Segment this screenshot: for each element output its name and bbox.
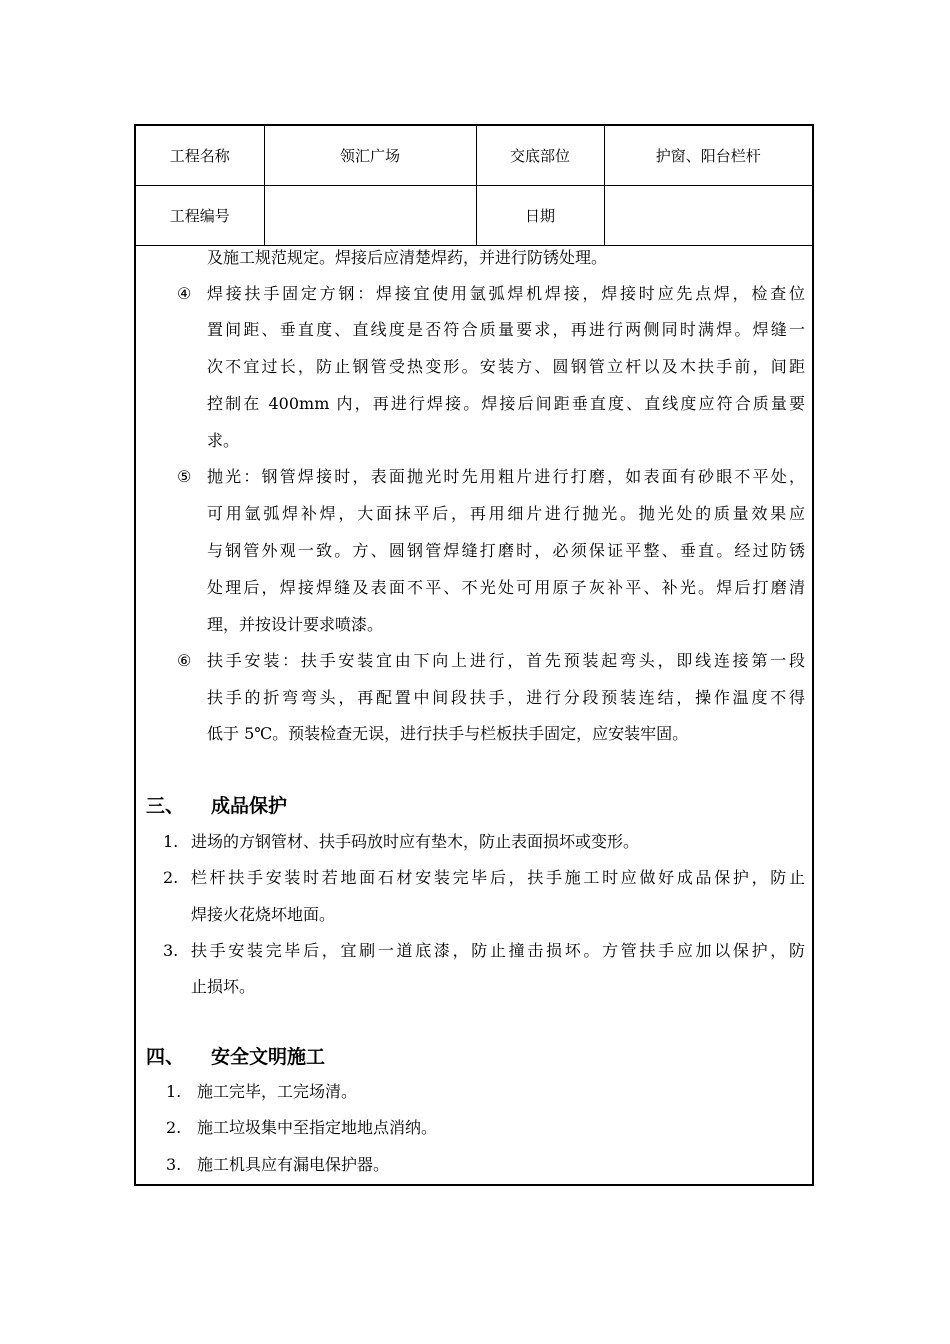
list-number: 1. xyxy=(166,1082,182,1101)
header-row xyxy=(136,126,812,186)
list-number: 3. xyxy=(163,941,179,960)
header-row xyxy=(136,186,812,246)
section-number: 三、 xyxy=(146,795,185,817)
item4-line: 置间距、垂直度、直线度是否符合质量要求，再进行两侧同时满焊。焊缝一 xyxy=(207,320,805,339)
item6-line: 低于 5℃。预装检查无误，进行扶手与栏板扶手固定，应安装牢固。 xyxy=(207,724,689,743)
section-number: 四、 xyxy=(146,1046,185,1068)
item6-line: 扶手安装：扶手安装宜由下向上进行，首先预装起弯头，即线连接第一段 xyxy=(207,651,805,670)
item5-line: 抛光：钢管焊接时，表面抛光时先用粗片进行打磨，如表面有砂眼不平处， xyxy=(207,467,805,486)
list-item: 进场的方钢管材、扶手码放时应有垫木，防止表面损坏或变形。 xyxy=(191,832,640,851)
header-table xyxy=(136,126,812,246)
list-item: 扶手安装完毕后，宜刷一道底漆，防止撞击损坏。方管扶手应加以保护，防 xyxy=(191,941,805,960)
project-no-label: 工程编号 xyxy=(136,186,264,246)
list-number: 1. xyxy=(163,832,179,851)
item4-line: 次不宜过长，防止钢管受热变形。安装方、圆钢管立杆以及木扶手前，间距 xyxy=(207,357,805,376)
list-item: 栏杆扶手安装时若地面石材安装完毕后，扶手施工时应做好成品保护，防止 xyxy=(191,868,805,887)
item-marker: ④ xyxy=(177,284,192,303)
list-item: 施工垃圾集中至指定地地点消纳。 xyxy=(197,1118,438,1137)
section-title: 安全文明施工 xyxy=(211,1046,326,1068)
item5-line: 可用氩弧焊补焊，大面抹平后，再用细片进行抛光。抛光处的质量效果应 xyxy=(207,504,805,523)
item4-line: 求。 xyxy=(207,431,240,450)
continuation-line: 及施工规范规定。焊接后应清楚焊药，并进行防锈处理。 xyxy=(207,248,608,267)
list-item: 施工完毕，工完场清。 xyxy=(197,1082,358,1101)
list-item: 施工机具应有漏电保护器。 xyxy=(197,1155,390,1174)
list-number: 2. xyxy=(163,868,179,887)
date-label: 日期 xyxy=(476,186,604,246)
project-no-value xyxy=(264,186,476,246)
item-marker: ⑥ xyxy=(177,651,192,670)
part-value: 护窗、阳台栏杆 xyxy=(604,126,812,186)
project-name-value: 领汇广场 xyxy=(264,126,476,186)
project-name-label: 工程名称 xyxy=(136,126,264,186)
item-marker: ⑤ xyxy=(177,467,192,486)
part-label: 交底部位 xyxy=(476,126,604,186)
list-number: 3. xyxy=(166,1155,182,1174)
item5-line: 处理后，焊接焊缝及表面不平、不光处可用原子灰补平、补光。焊后打磨清 xyxy=(207,578,805,597)
item4-line: 控制在 400mm 内，再进行焊接。焊接后间距垂直度、直线度应符合质量要 xyxy=(207,394,805,413)
item5-line: 与钢管外观一致。方、圆钢管焊缝打磨时，必须保证平整、垂直。经过防锈 xyxy=(207,541,805,560)
list-number: 2. xyxy=(166,1118,182,1137)
section-title: 成品保护 xyxy=(211,795,288,817)
item6-line: 扶手的折弯弯头，再配置中间段扶手，进行分段预装连结，操作温度不得 xyxy=(207,688,805,707)
list-item: 止损坏。 xyxy=(191,977,256,996)
list-item: 焊接火花烧坏地面。 xyxy=(191,905,336,924)
date-value xyxy=(604,186,812,246)
item4-line: 焊接扶手固定方钢：焊接宜使用氩弧焊机焊接，焊接时应先点焊，检查位 xyxy=(207,284,805,303)
item5-line: 理，并按设计要求喷漆。 xyxy=(207,615,384,634)
